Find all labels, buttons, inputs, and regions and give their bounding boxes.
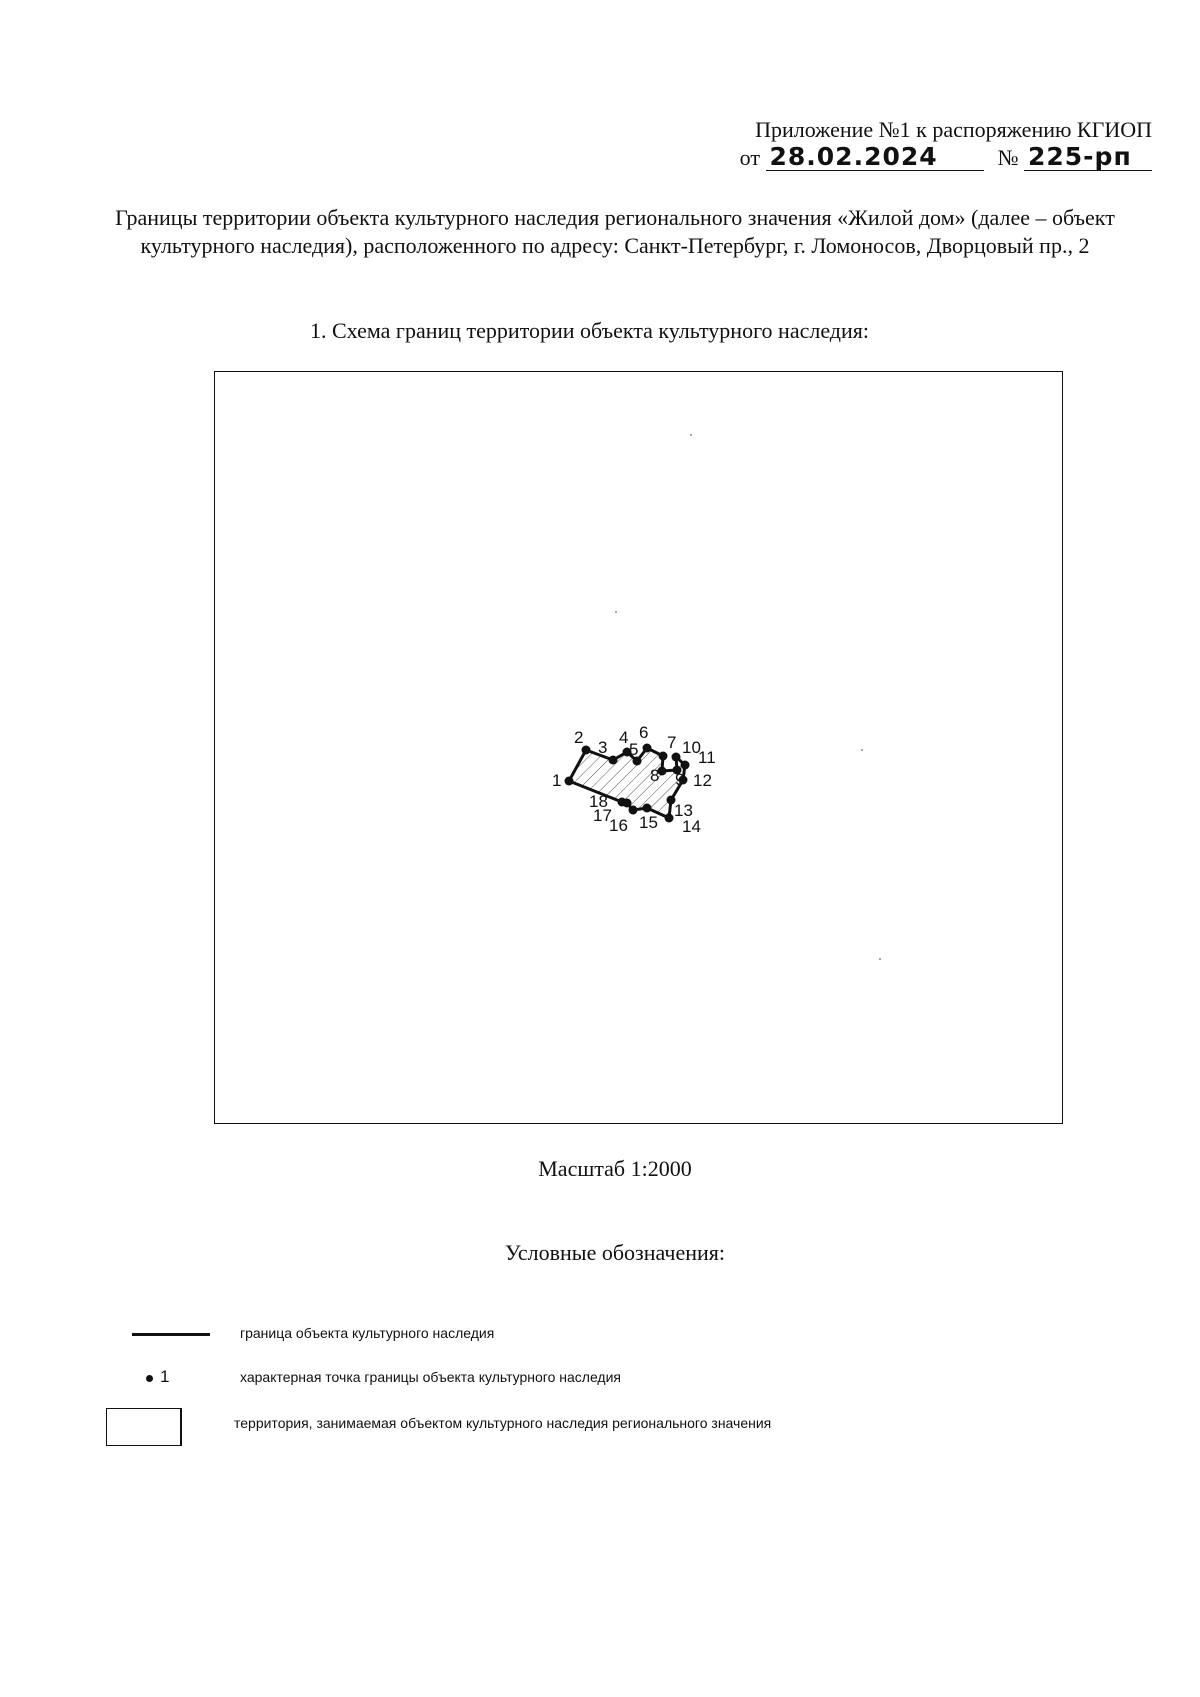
- boundary-point-label-15: 15: [639, 813, 658, 832]
- heritage-boundary: [552, 723, 716, 836]
- legend-title: Условные обозначения:: [504, 1240, 726, 1265]
- occupied-territory-symbol: [106, 1408, 182, 1446]
- boundary-point-label-3: 3: [598, 738, 608, 757]
- boundary-line-symbol: [132, 1333, 210, 1336]
- date-prefix: от: [739, 145, 760, 170]
- document-title: Границы территории объекта культурного наследия регионального значения «Жилой дом» (далее – объект культурного наследия), расположенного по адресу: Санкт-Петербург, г. Ломоносов, Дворцовый пр., 2: [115, 205, 1115, 258]
- boundary-point-label-2: 2: [574, 728, 584, 747]
- document-header: [632, 116, 1152, 172]
- boundary-point-label-1: 1: [552, 771, 562, 790]
- boundary-point-label-4: 4: [619, 728, 629, 747]
- boundary-point-label-6: 6: [639, 723, 649, 742]
- boundary-point-15: [643, 804, 652, 813]
- order-date: 28.02.2024: [766, 144, 984, 171]
- boundary-point-symbol-label: 1: [160, 1367, 170, 1386]
- order-number: 225-рп: [1024, 144, 1152, 171]
- boundary-point-label-18: 18: [589, 792, 608, 811]
- boundary-point-label-16: 16: [609, 816, 628, 835]
- boundary-scheme-map: [214, 371, 1063, 1124]
- boundary-point-label-8: 8: [650, 766, 660, 785]
- boundary-point-label-9: 9: [675, 770, 685, 789]
- legend-text-boundary-line: граница объекта культурного наследия: [240, 1325, 495, 1341]
- boundary-point-18: [618, 798, 627, 807]
- boundary-point-16: [629, 806, 638, 815]
- boundary-point-label-10: 10: [682, 738, 701, 757]
- legend-text-boundary-point: характерная точка границы объекта культурного наследия: [240, 1369, 621, 1385]
- boundary-point-10: [672, 753, 681, 762]
- boundary-point-label-5: 5: [629, 740, 639, 759]
- boundary-point-7: [659, 752, 668, 761]
- appendix-line: Приложение №1 к распоряжению КГИОП: [755, 117, 1152, 142]
- map-svg: [215, 372, 1064, 1125]
- boundary-point-label-13: 13: [674, 801, 693, 820]
- section-heading: 1. Схема границ территории объекта культурного наследия:: [310, 318, 870, 343]
- boundary-point-label-17: 17: [593, 806, 612, 825]
- boundary-point-1: [565, 777, 574, 786]
- boundary-point-6: [643, 744, 652, 753]
- boundary-point-14: [665, 814, 674, 823]
- map-specks: [615, 434, 881, 960]
- number-prefix: №: [997, 145, 1019, 170]
- boundary-point-3: [609, 756, 618, 765]
- boundary-point-symbol: [146, 1375, 153, 1382]
- boundary-point-label-11: 11: [698, 748, 716, 767]
- order-details: [632, 144, 1152, 172]
- boundary-point-label-7: 7: [667, 733, 677, 752]
- legend-text-occupied-territory: территория, занимаемая объектом культурного наследия регионального значения: [234, 1415, 772, 1431]
- boundary-point-label-12: 12: [693, 771, 712, 790]
- boundary-point-11: [681, 761, 690, 770]
- scale-text: Масштаб 1:2000: [538, 1156, 692, 1181]
- boundary-point-label-14: 14: [682, 817, 701, 836]
